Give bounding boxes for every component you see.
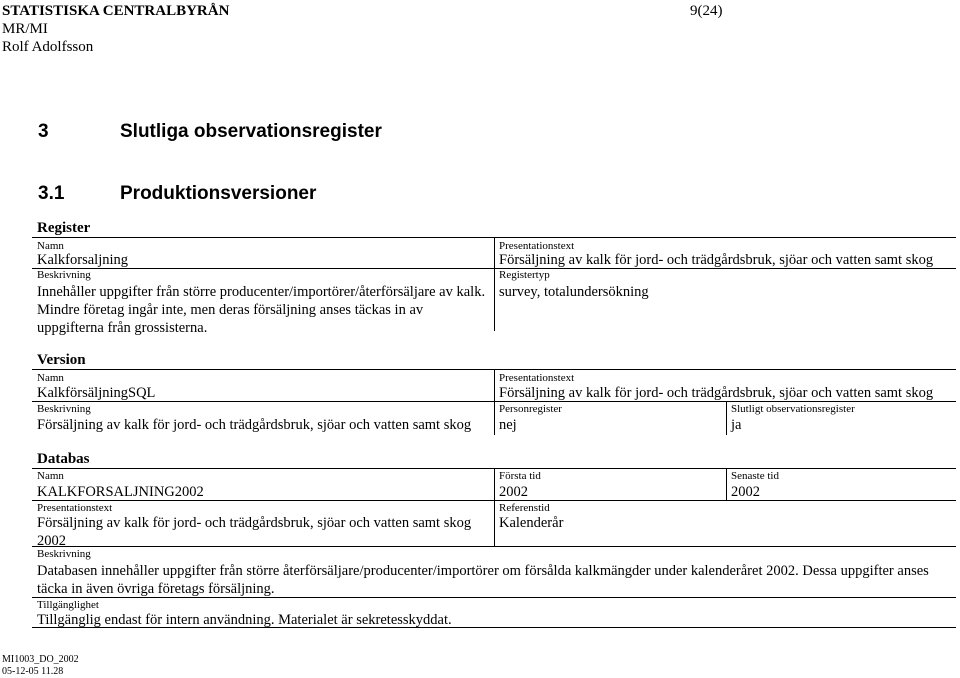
version-beskrivning-value: Försäljning av kalk för jord- och trädgårdsbruk, sjöar och vatten samt skog — [37, 417, 472, 433]
header-org: STATISTISKA CENTRALBYRÅN — [2, 3, 230, 19]
version-personregister-value: nej — [499, 417, 517, 433]
version-presentationstext-value: Försäljning av kalk för jord- och trädgårdsbruk, sjöar och vatten samt skog — [499, 385, 934, 401]
footer-doc-id: MI1003_DO_2002 — [2, 654, 79, 665]
version-slutligt-value: ja — [731, 417, 742, 433]
version-column-divider — [494, 369, 495, 435]
version-presentationstext-label: Presentationstext — [499, 372, 575, 384]
databas-namn-label: Namn — [37, 470, 64, 482]
header-author: Rolf Adolfsson — [2, 39, 94, 55]
version-namn-label: Namn — [37, 372, 64, 384]
version-column-divider-2 — [726, 401, 727, 435]
footer-timestamp: 05-12-05 11.28 — [2, 666, 64, 677]
register-presentationstext-value: Försäljning av kalk för jord- och trädgårdsbruk, sjöar och vatten samt skog — [499, 252, 934, 268]
version-slutligt-label: Slutligt observationsregister — [731, 403, 855, 415]
register-beskrivning-label: Beskrivning — [37, 269, 91, 281]
version-namn-value: KalkförsäljningSQL — [37, 385, 156, 401]
databas-tillganglighet-value: Tillgänglig endast för intern användning. Materialet är sekretesskyddat. — [37, 612, 452, 628]
databas-column-divider — [494, 468, 495, 546]
register-registertyp-label: Registertyp — [499, 269, 550, 281]
version-beskrivning-label: Beskrivning — [37, 403, 91, 415]
databas-senaste-tid-label: Senaste tid — [731, 470, 779, 482]
chapter-number: 3 — [38, 121, 49, 142]
databas-referenstid-value: Kalenderår — [499, 515, 564, 531]
databas-presentationstext-label: Presentationstext — [37, 502, 113, 514]
chapter-title: Slutliga observationsregister — [120, 121, 382, 142]
register-registertyp-value: survey, totalundersökning — [499, 284, 649, 300]
register-beskrivning-value: Innehåller uppgifter från större producenter/importörer/återförsäljare av kalk. Mindre företag ingår inte, men deras försäljning anses täckas in av uppgifterna från grossisterna. — [37, 284, 486, 336]
databas-referenstid-label: Referenstid — [499, 502, 550, 514]
databas-heading: Databas — [37, 451, 90, 467]
section-title: Produktionsversioner — [120, 183, 317, 204]
version-personregister-label: Personregister — [499, 403, 562, 415]
section-number: 3.1 — [38, 183, 65, 204]
register-column-divider — [494, 237, 495, 331]
databas-senaste-tid-value: 2002 — [731, 484, 760, 500]
version-heading: Version — [37, 352, 86, 368]
databas-forsta-tid-label: Första tid — [499, 470, 541, 482]
databas-column-divider-2 — [726, 468, 727, 500]
databas-forsta-tid-value: 2002 — [499, 484, 528, 500]
databas-beskrivning-label: Beskrivning — [37, 548, 91, 560]
databas-tillganglighet-label: Tillgänglighet — [37, 599, 99, 611]
databas-namn-value: KALKFORSALJNING2002 — [37, 484, 204, 500]
header-dept: MR/MI — [2, 21, 48, 37]
register-namn-value: Kalkforsaljning — [37, 252, 129, 268]
register-namn-label: Namn — [37, 240, 64, 252]
databas-beskrivning-value: Databasen innehåller uppgifter från större återförsäljare/producenter/importörer om försålda kalkmängder under kalenderåret 2002. Dessa uppgifter anses täcka in även övriga företags försäljning. — [37, 563, 929, 597]
databas-presentationstext-value: Försäljning av kalk för jord- och trädgårdsbruk, sjöar och vatten samt skog 2002 — [37, 515, 472, 549]
header-page-number: 9(24) — [690, 3, 723, 19]
register-presentationstext-label: Presentationstext — [499, 240, 575, 252]
register-heading: Register — [37, 220, 91, 236]
